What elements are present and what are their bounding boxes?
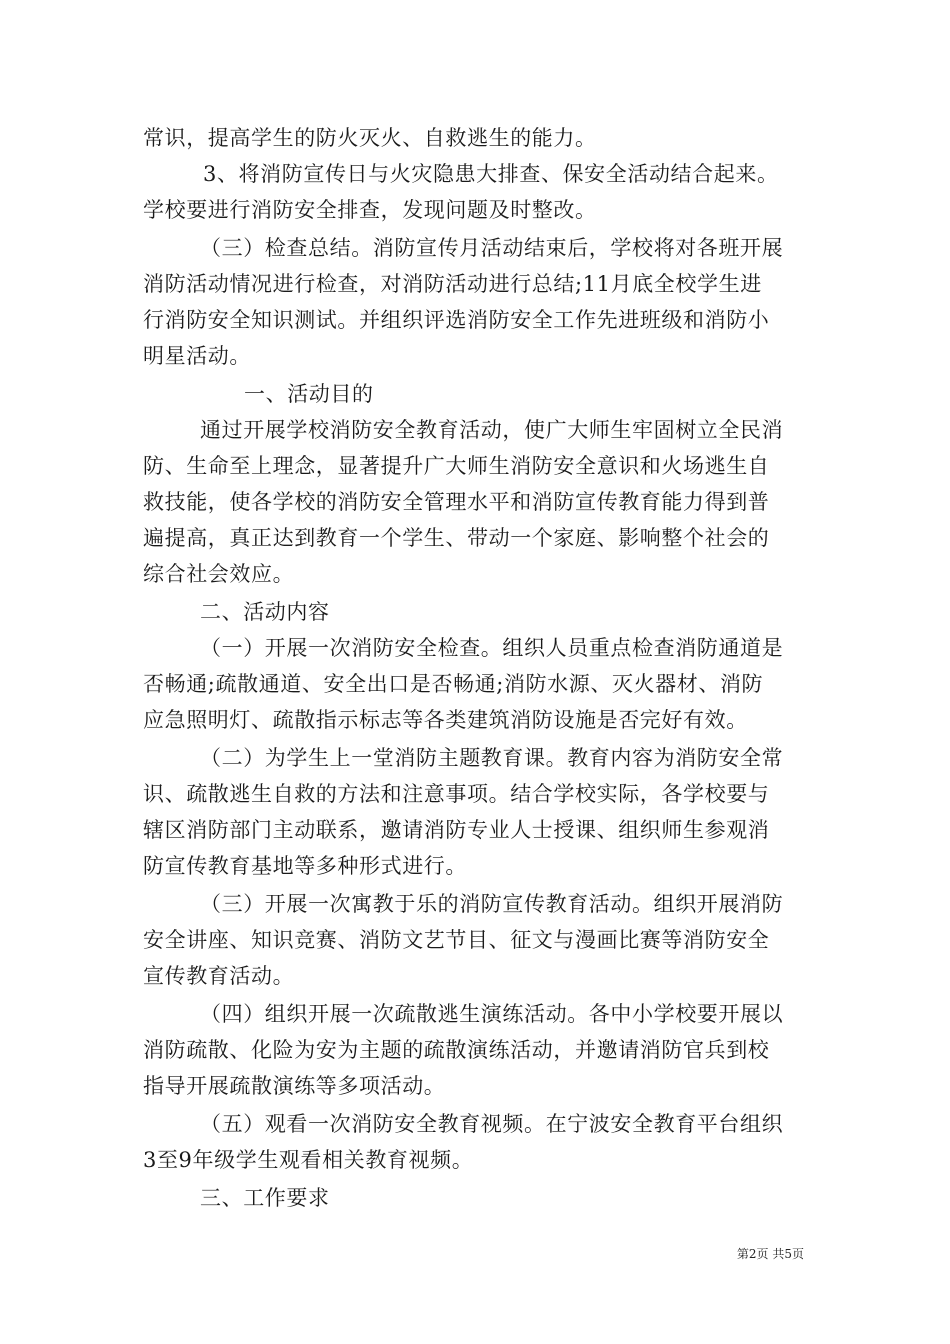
- text-line-15: （一）开展一次消防安全检查。组织人员重点检查消防通道是: [200, 636, 784, 660]
- text-line-20: 辖区消防部门主动联系，邀请消防专业人士授课、组织师生参观消: [143, 818, 770, 842]
- text-line-6: 行消防安全知识测试。并组织评选消防安全工作先进班级和消防小: [143, 308, 770, 332]
- text-line-24: 宣传教育活动。: [143, 964, 295, 988]
- text-line-17: 应急照明灯、疏散指示标志等各类建筑消防设施是否完好有效。: [143, 708, 748, 732]
- section-heading-requirements: 三、工作要求: [200, 1186, 330, 1210]
- text-line-25: （四）组织开展一次疏散逃生演练活动。各中小学校要开展以: [200, 1002, 784, 1026]
- text-line-7: 明星活动。: [143, 344, 251, 368]
- text-line-4: （三）检查总结。消防宣传月活动结束后，学校将对各班开展: [200, 236, 784, 260]
- text-line-11: 救技能，使各学校的消防安全管理水平和消防宣传教育能力得到普: [143, 490, 770, 514]
- text-line-16: 否畅通;疏散通道、安全出口是否畅通;消防水源、灭火器材、消防: [143, 672, 764, 696]
- page-number-footer: 第2页 共5页: [736, 1247, 804, 1261]
- text-line-12: 遍提高，真正达到教育一个学生、带动一个家庭、影响整个社会的: [143, 526, 770, 550]
- section-heading-objectives: 一、活动目的: [244, 382, 374, 406]
- text-line-19: 识、疏散逃生自救的方法和注意事项。结合学校实际，各学校要与: [143, 782, 770, 806]
- text-line-2: 3、将消防宣传日与火灾隐患大排查、保安全活动结合起来。: [203, 162, 779, 186]
- text-line-26: 消防疏散、化险为安为主题的疏散演练活动，并邀请消防官兵到校: [143, 1038, 770, 1062]
- text-line-13: 综合社会效应。: [143, 562, 295, 586]
- section-heading-content: 二、活动内容: [200, 600, 330, 624]
- text-line-28: （五）观看一次消防安全教育视频。在宁波安全教育平台组织: [200, 1112, 784, 1136]
- text-line-23: 安全讲座、知识竞赛、消防文艺节目、征文与漫画比赛等消防安全: [143, 928, 770, 952]
- text-line-27: 指导开展疏散演练等多项活动。: [143, 1074, 446, 1098]
- text-line-10: 防、生命至上理念，显著提升广大师生消防安全意识和火场逃生自: [143, 454, 770, 478]
- text-line-18: （二）为学生上一堂消防主题教育课。教育内容为消防安全常: [200, 746, 784, 770]
- text-line-9: 通过开展学校消防安全教育活动，使广大师生牢固树立全民消: [200, 418, 784, 442]
- text-line-5: 消防活动情况进行检查，对消防活动进行总结;11月底全校学生进: [143, 272, 762, 296]
- text-line-22: （三）开展一次寓教于乐的消防宣传教育活动。组织开展消防: [200, 892, 784, 916]
- text-line-21: 防宣传教育基地等多种形式进行。: [143, 854, 467, 878]
- text-line-3: 学校要进行消防安全排查，发现问题及时整改。: [143, 198, 597, 222]
- text-line-1: 常识，提高学生的防火灭火、自救逃生的能力。: [143, 126, 597, 150]
- text-line-29: 3至9年级学生观看相关教育视频。: [143, 1148, 474, 1172]
